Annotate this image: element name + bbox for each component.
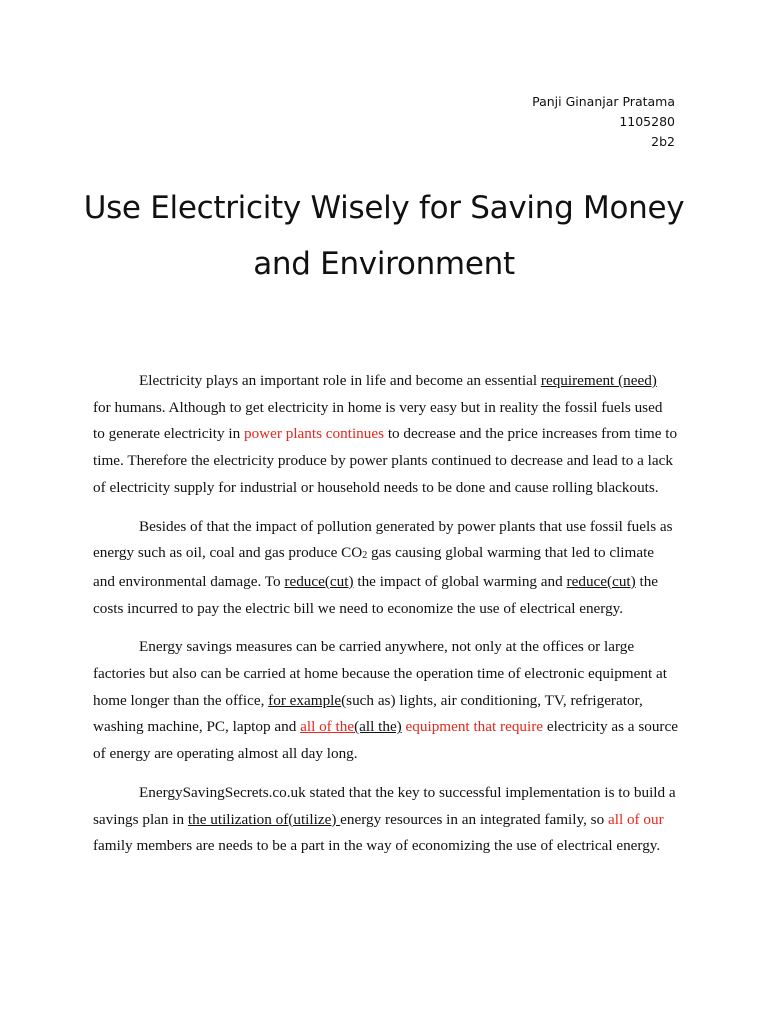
text-run: gas causing global warming that led to climate and environmental damage. To xyxy=(93,544,655,590)
text-run: family members are needs to be a part in the way of economizing the use of electrical energy. xyxy=(93,837,661,855)
red-highlight: all of our xyxy=(607,810,664,828)
text-run: EnergySavingSecrets.co.uk stated that the key to successful implementation is to build a savings plan in xyxy=(93,783,676,828)
text-run: the costs incurred to pay the electric bill we need to economize the use of electrical energy. xyxy=(93,572,659,617)
title-line-2: and Environment xyxy=(253,246,515,282)
title-line-1: Use Electricity Wisely for Saving Money xyxy=(83,190,685,226)
underlined-correction: for example xyxy=(268,691,342,709)
underlined-correction: requirement (need) xyxy=(540,372,657,389)
document-body xyxy=(93,368,678,872)
underlined-correction: reduce(cut) xyxy=(566,572,636,590)
red-highlight: equipment that require xyxy=(401,718,544,736)
student-id: 1105280 xyxy=(619,114,675,129)
red-highlight: power plants continues xyxy=(243,425,385,443)
document-title xyxy=(60,180,708,292)
paragraph-2 xyxy=(93,514,678,623)
author-block xyxy=(532,92,675,152)
underlined-correction: reduce(cut) xyxy=(284,572,354,590)
text-run: the impact of global warming and xyxy=(353,572,567,590)
text-run: to decrease and the price increases from time to time. Therefore the electricity produce by power plants continued to decrease and lead to a lack of electricity supply for industrial or household needs to be done and cause rolling blackouts. xyxy=(93,425,678,496)
paragraph-4 xyxy=(93,780,678,860)
red-underlined-highlight: all of the xyxy=(300,718,355,736)
text-run: electricity as a source of energy are operating almost all day long. xyxy=(93,718,678,763)
paragraph-1 xyxy=(93,368,678,502)
text-run: energy resources in an integrated family, so xyxy=(340,810,608,828)
paragraph-3 xyxy=(93,634,678,768)
class-code: 2b2 xyxy=(651,134,675,149)
text-run: Besides of that the impact of pollution generated by power plants that use fossil fuels as energy such as oil, coal and gas produce CO xyxy=(93,517,673,562)
underlined-correction: the utilization of(utilize) xyxy=(187,810,341,828)
subscript: 2 xyxy=(362,550,368,562)
text-run: for humans. Although to get electricity in home is very easy but in reality the fossil fuels used to generate electricity in xyxy=(93,398,663,443)
underlined-correction: (all the) xyxy=(354,718,402,736)
author-name: Panji Ginanjar Pratama xyxy=(532,94,675,109)
text-run: (such as) lights, air conditioning, TV, refrigerator, washing machine, PC, laptop and xyxy=(93,691,643,736)
text-run: Electricity plays an important role in life and become an essential xyxy=(139,372,541,389)
text-run: Energy savings measures can be carried anywhere, not only at the offices or large factories but also can be carried at home because the operation time of electronic equipment at home longer than the office, xyxy=(93,638,667,709)
